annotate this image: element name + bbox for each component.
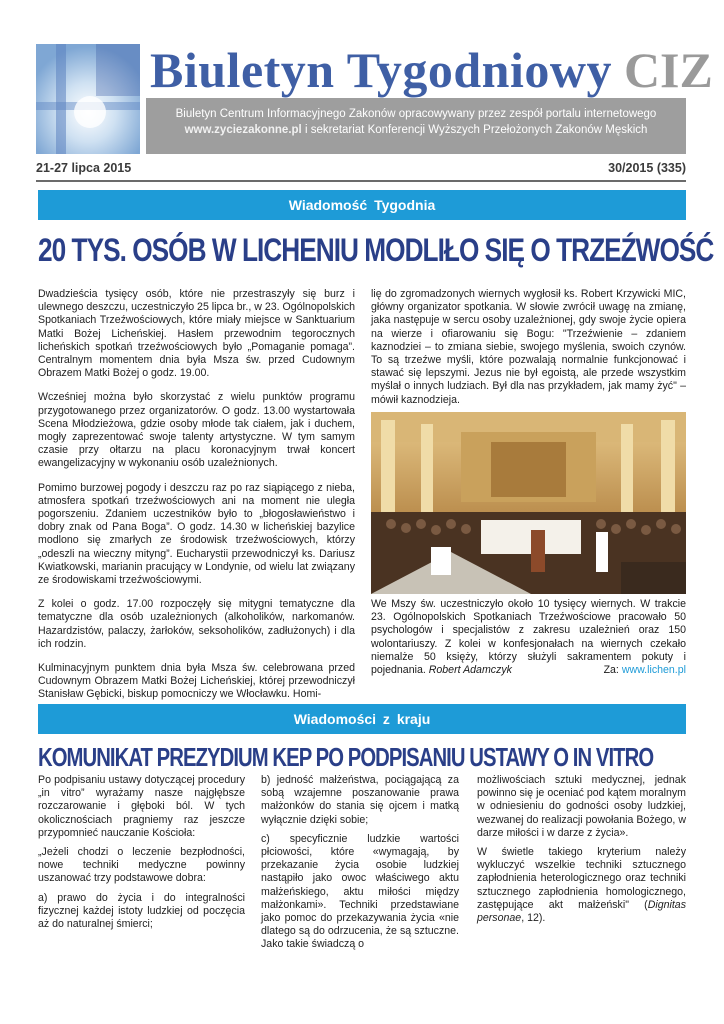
article-column-2: [371, 288, 686, 418]
issue-number: 30/2015 (335): [608, 161, 686, 175]
website-link[interactable]: www.zyciezakonne.pl: [184, 124, 302, 136]
paragraph-end: , 12).: [521, 912, 546, 925]
article-paragraph: Kulminacyjnym punktem dnia była Msza św. celebrowana przed Cudownym Obrazem Matki Bożej Licheńskiej, której przewodniczył Stanisław Gębicki, biskup pomocniczy we Włocławku. Homi-: [38, 662, 355, 701]
komunikat-column-2: [261, 774, 459, 958]
caption-text: We Mszy św. uczestniczyło około 10 tysięcy wiernych. W trakcie 23. Ogólnopolskich Spotkaniach Trzeźwościowe pracowało 50 psychologów i specjalistów z zakresu uzależnień oraz 150 wolontariuszy. Z kolei w konfesjonałach na wiernych czekało niemalże 50 księży, którzy służyli sakramentem pokuty i pojednania.: [371, 598, 686, 677]
article-paragraph: Dwadzieścia tysięcy osób, które nie przestraszyły się burz i ulewnego deszczu, uczestniczyło 25 lipca br., w 23. Ogólnopolskich Spotkaniach Trzeźwościowych, które miały miejsce w Sanktuarium Matki Bożej Licheńskiej. Hasłem przewodnim tegorocznych licheńskich spotkań trzeźwościowych było „Pomaganie pomaga”. Centralnym momentem dnia była Msza św. przed Cudownym Obrazem Matki Bożej o godz. 19.00.: [38, 288, 355, 380]
article-paragraph: Pomimo burzowej pogody i deszczu raz po raz siąpiącego z nieba, atmosfera spotkań trzeźwościowych ani na moment nie uległa pogorszeniu. Zdaniem uczestników było to „błogosławieństwo i dobry znak od Pana Boga”. O godz. 14.30 w licheńskiej bazylice modlono się zmarłych ze środowisk trzeźwościowych, którzy „odeszli na wieczny mityng”. Eucharystii przewodniczył ks. Dariusz Kwiatkowski, marianin pracujący w Londynie, od wielu lat związany ze środowiskami trzeźwościowymi.: [38, 481, 355, 587]
article-paragraph: c) specyficznie ludzkie wartości płciowości, które «wymagają, by przekazanie życia osobie ludzkiej nastąpiło jako owoc właściwego aktu małżeńskiego, aktu miłości między małżonkami». Techniki przedstawiane jako pomoc do przekazywania życia «nie dlatego są do odrzucenia, że są sztuczne. Jako takie świadczą o: [261, 832, 459, 951]
masthead-subtitle-line1: Biuletyn Centrum Informacyjnego Zakonów opracowywany przez zespół portalu internetowego: [175, 108, 657, 120]
date-range: 21-27 lipca 2015: [36, 161, 132, 175]
article-paragraph: lię do zgromadzonych wiernych wygłosił ks. Robert Krzywicki MIC, główny organizator spotkania. W słowie zwrócił uwagę na zmianę, jaka następuje w sercu osoby uzależnionej, gdy swoje życie opiera na wierze i ofiarowaniu się Bogu: "Trzeźwienie – zdaniem kaznodziei – to zmiana siebie, swojego myślenia, swoich czynów. To są trzeźwe myśli, które pozwalają normalnie funkcjonować i stawać się lepszymi. Jezus nie był egoistą, ale przede wszystkim myślał o innych ludziach. Był dla nas przykładem, jak mamy żyć" – mówił kaznodzieja.: [371, 288, 686, 406]
article-paragraph: Po podpisaniu ustawy dotyczącej procedury „in vitro” wyrażamy nasze najgłębsze rozczarowanie i głęboki ból. W tych okolicznościach pragniemy raz jeszcze przypomnieć nauczanie Kościoła:: [38, 774, 245, 839]
basilica-mass-photo: [371, 412, 686, 594]
article-paragraph: a) prawo do życia i do integralności fizycznej każdej istoty ludzkiej od poczęcia aż do naturalnej śmierci;: [38, 891, 245, 931]
article-paragraph: Wcześniej można było skorzystać z wielu punktów programu przygotowanego przez organizatorów. O godz. 13.00 wystartowała Scena Młodzieżowa, gdzie osoby młode tak ciałem, jak i duchem, mogły zaprezentować swoje talenty artystyczne. W tym samym czasie przy ołtarzu na placu koronacyjnym trwał koncert ewangelizacyjny w wykonaniu osób uzależnionych.: [38, 391, 355, 470]
komunikat-column-3: [477, 774, 686, 931]
masthead-subtitle-line2-rest: i sekretariat Konferencji Wyższych Przełożonych Zakonów Męskich: [301, 124, 648, 136]
header-divider: [36, 180, 686, 182]
article-column-1: [38, 288, 355, 713]
paragraph-text: W świetle takiego kryterium należy wykluczyć wszelkie techniki sztucznego zapłodnienia heterologicznego oraz techniki sztucznego zapłodnienia homologicznego, zastępujące akt małżeński" (: [477, 846, 686, 911]
article-headline-lichen: 20 TYS. OSÓB W LICHENIU MODLIŁO SIĘ O TRZEŹWOŚĆ: [38, 232, 714, 268]
issue-date-row: [36, 161, 686, 177]
article-paragraph: możliwościach sztuki medycznej, jednak powinno się je oceniać pod kątem moralnym w odniesieniu do godności osoby ludzkiej, wezwanej do realizacji powołania Bożego, w darze miłości i w darze z życia».: [477, 774, 686, 839]
masthead-subtitle-line2: [146, 122, 686, 138]
document-title: Dignitas personae: [477, 898, 686, 925]
section-bar-weekly-news: Wiadomość Tygodnia: [38, 190, 686, 220]
section-bar-national-news: Wiadomości z kraju: [38, 704, 686, 734]
article-paragraph: „Jeżeli chodzi o leczenie bezpłodności, nowe techniki medyczne powinny uszanować trzy podstawowe dobra:: [38, 846, 245, 885]
lichen-link[interactable]: www.lichen.pl: [621, 664, 686, 677]
photo-caption: [371, 598, 686, 677]
article-paragraph: [477, 846, 686, 925]
caption-source: [604, 664, 686, 677]
ciz-logo: [36, 44, 140, 154]
basilica-photo-illustration: [371, 412, 686, 594]
masthead-title-text: Biuletyn Tygodniowy: [150, 42, 612, 98]
caption-author: Robert Adamczyk: [428, 664, 512, 677]
article-paragraph: Z kolei o godz. 17.00 rozpoczęły się mitygni tematyczne dla tematyczne dla osób uzależnionych (alkoholików, narkomanów. Hazardzistów, palaczy, żarłoków, seksoholików, zadłużonych) i dla ich rodzin.: [38, 598, 355, 650]
caption-source-prefix: Za:: [603, 664, 622, 677]
masthead-title: [150, 42, 713, 98]
masthead-subtitle: [146, 98, 686, 154]
komunikat-column-1: [38, 774, 245, 937]
article-paragraph: b) jedność małżeństwa, pociągającą za sobą wzajemne poszanowanie prawa małżonków do stania się ojcem i matką wyłącznie dzięki sobie;: [261, 774, 459, 826]
logo-graphic: [36, 44, 140, 154]
article-headline-in-vitro: KOMUNIKAT PREZYDIUM KEP PO PODPISANIU USTAWY O IN VITRO: [38, 742, 654, 772]
masthead-title-ciz: CIZ: [623, 42, 713, 98]
